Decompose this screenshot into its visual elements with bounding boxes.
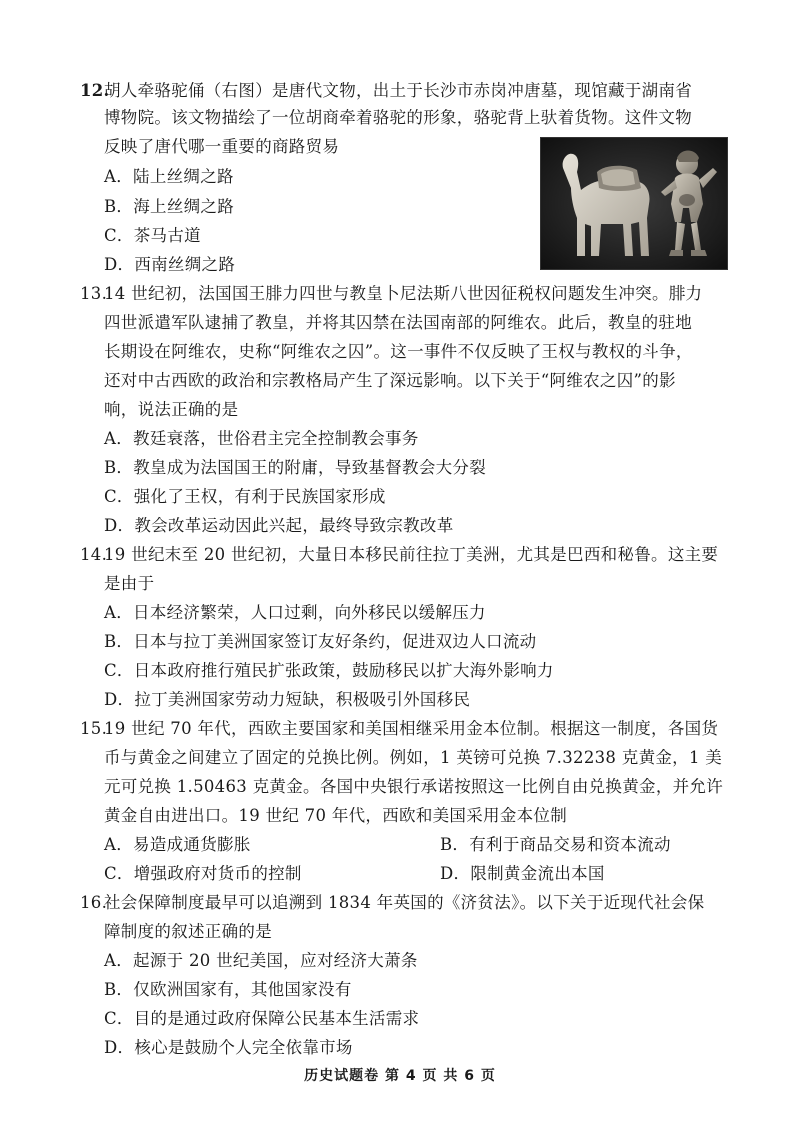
question-14-stem-line-2: 是由于 [104,574,155,593]
question-15-stem-line-2: 币与黄金之间建立了固定的兑换比例。例如，1 英镑可兑换 7.32238 克黄金，1 美 [104,748,723,767]
question-12-option-d[interactable]: D．西南丝绸之路 [104,255,236,274]
question-13-option-b[interactable]: B．教皇成为法国国王的附庸，导致基督教会大分裂 [104,458,487,477]
question-15-option-d[interactable]: D．限制黄金流出本国 [440,864,605,883]
question-14-stem-line-1: 19 世纪末至 20 世纪初，大量日本移民前往拉丁美洲，尤其是巴西和秘鲁。这主要 [104,545,719,564]
question-12-option-b[interactable]: B．海上丝绸之路 [104,197,235,216]
question-16-stem-line-1: 社会保障制度最早可以追溯到 1834 年英国的《济贫法》。以下关于近现代社会保 [104,893,705,912]
question-13-option-d[interactable]: D．教会改革运动因此兴起，最终导致宗教改革 [104,516,454,535]
question-14-number: 14. [80,545,108,564]
question-16-stem-line-2: 障制度的叙述正确的是 [104,922,272,941]
question-13-stem-line-4: 还对中古西欧的政治和宗教格局产生了深远影响。以下关于“阿维农之囚”的影 [104,371,676,390]
question-15-number: 15. [80,719,108,738]
question-13-option-c[interactable]: C．强化了王权，有利于民族国家形成 [104,487,386,506]
question-16-option-d[interactable]: D．核心是鼓励个人完全依靠市场 [104,1038,353,1057]
question-12-stem-line-2: 博物院。该文物描绘了一位胡商牵着骆驼的形象，骆驼背上驮着货物。这件文物 [104,108,692,127]
question-14-option-b[interactable]: B．日本与拉丁美洲国家签订友好条约，促进双边人口流动 [104,632,537,651]
question-13-number: 13. [80,284,108,303]
question-14-option-d[interactable]: D．拉丁美洲国家劳动力短缺，积极吸引外国移民 [104,690,471,709]
question-16-option-b[interactable]: B．仅欧洲国家有，其他国家没有 [104,980,352,999]
question-12-stem-line-1: 胡人牵骆驼俑（右图）是唐代文物，出土于长沙市赤岗冲唐墓，现馆藏于湖南省 [104,81,692,100]
question-14-option-a[interactable]: A．日本经济繁荣，人口过剩，向外移民以缓解压力 [104,603,486,622]
question-15-stem-line-3: 元可兑换 1.50463 克黄金。各国中央银行承诺按照这一比例自由兑换黄金，并允许 [104,777,724,796]
question-13-stem-line-3: 长期设在阿维农，史称“阿维农之囚”。这一事件不仅反映了王权与教权的斗争， [104,342,693,361]
question-14-option-c[interactable]: C．日本政府推行殖民扩张政策，鼓励移民以扩大海外影响力 [104,661,554,680]
question-12-option-a[interactable]: A．陆上丝绸之路 [104,167,234,186]
question-13-stem-line-5: 响，说法正确的是 [104,400,239,419]
question-15-option-a[interactable]: A．易造成通货膨胀 [104,835,251,854]
question-16-number: 16. [80,893,108,912]
question-15-stem-line-4: 黄金自由进出口。19 世纪 70 年代，西欧和美国采用金本位制 [104,806,568,825]
question-16-option-c[interactable]: C．目的是通过政府保障公民基本生活需求 [104,1009,420,1028]
question-15-stem-line-1: 19 世纪 70 年代，西欧主要国家和美国相继采用金本位制。根据这一制度，各国货 [104,719,719,738]
question-13-stem-line-2: 四世派遣军队逮捕了教皇，并将其囚禁在法国南部的阿维农。此后，教皇的驻地 [104,313,692,332]
question-13-stem-line-1: 14 世纪初，法国国王腓力四世与教皇卜尼法斯八世因征税权问题发生冲突。腓力 [104,284,703,303]
page-footer: 历史试题卷 第 4 页 共 6 页 [304,1068,496,1084]
question-16-option-a[interactable]: A．起源于 20 世纪美国，应对经济大萧条 [104,951,418,970]
question-15-option-c[interactable]: C．增强政府对货币的控制 [104,864,302,883]
question-12-stem-line-3: 反映了唐代哪一重要的商路贸易 [104,137,340,156]
question-15-option-b[interactable]: B．有利于商品交易和资本流动 [440,835,671,854]
question-13-option-a[interactable]: A．教廷衰落，世俗君主完全控制教会事务 [104,429,419,448]
question-12-option-c[interactable]: C．茶马古道 [104,226,201,245]
question-12-number: 12. [80,81,110,100]
camel-figurine-photo-icon [540,137,728,270]
